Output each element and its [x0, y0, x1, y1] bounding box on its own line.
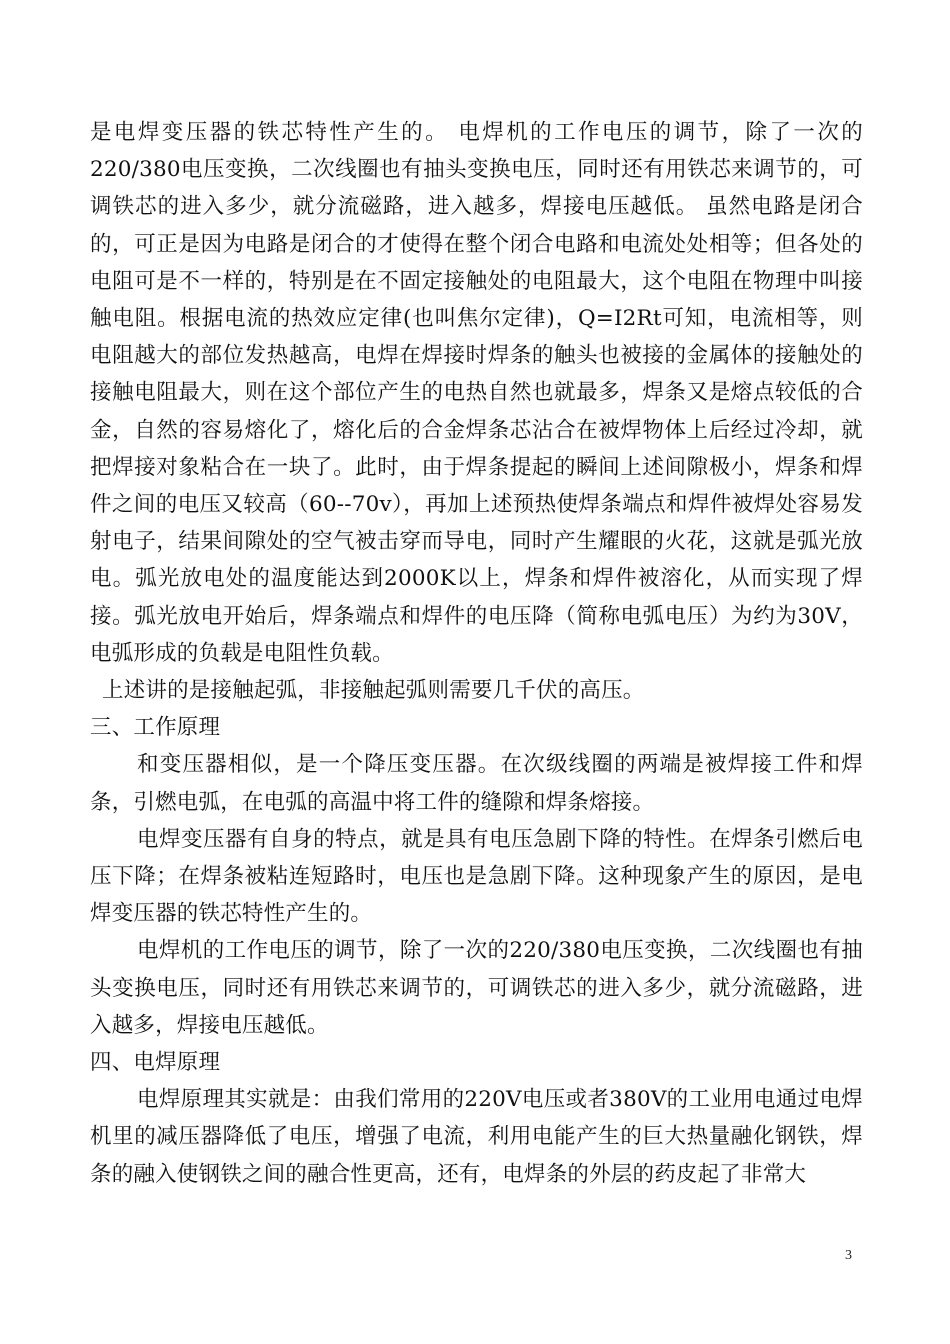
paragraph-voltage-adjustment: 电焊机的工作电压的调节，除了一次的220/380电压变换，二次线圈也有抽头变换电压，同时还有用铁芯来调节的，可调铁芯的进入多少，就分流磁路，进入越多，焊接电压越低。	[90, 938, 863, 1038]
paragraph-contact-arc: 上述讲的是接触起弧，非接触起弧则需要几千伏的高压。	[102, 678, 645, 704]
paragraph-welding-principle: 电焊原理其实就是：由我们常用的220V电压或者380V的工业用电通过电焊机里的减压器降低了电压，增强了电流，利用电能产生的巨大热量融化钢铁，焊条的融入使钢铁之间的融合性更高，还有，电焊条的外层的药皮起了非常大	[90, 1087, 863, 1187]
heading-welding-principle: 四、电焊原理	[90, 1050, 221, 1076]
heading-working-principle: 三、工作原理	[90, 715, 221, 741]
paragraph-voltage-drop: 电焊变压器有自身的特点，就是具有电压急剧下降的特性。在焊条引燃后电压下降；在焊条被粘连短路时，电压也是急剧下降。这种现象产生的原因，是电焊变压器的铁芯特性产生的。	[90, 826, 863, 927]
body-text	[90, 114, 863, 1193]
paragraph-arc-discharge: 是电焊变压器的铁芯特性产生的。 电焊机的工作电压的调节，除了一次的220/380电压变换，二次线圈也有抽头变换电压，同时还有用铁芯来调节的，可调铁芯的进入多少，就分流磁路，进入越多，焊接电压越低。 虽然电路是闭合的，可正是因为电路是闭合的才使得在整个闭合电路和电流处处相等；但各处的电阻可是不一样的，特别是在不固定接触处的电阻最大，这个电阻在物理中叫接触电阻。根据电流的热效应定律(也叫焦尔定律)，Q=I2Rt可知，电流相等，则电阻越大的部位发热越高，电焊在焊接时焊条的触头也被接的金属体的接触处的接触电阻最大，则在这个部位产生的电热自然也就最多，焊条又是熔点较低的合金，自然的容易熔化了，熔化后的合金焊条芯沾合在被焊物体上后经过冷却，就把焊接对象粘合在一块了。此时，由于焊条提起的瞬间上述间隙极小，焊条和焊件之间的电压又较高（60--70v），再加上述预热使焊条端点和焊件被焊处容易发射电子，结果间隙处的空气被击穿而导电，同时产生耀眼的火花，这就是弧光放电。弧光放电处的温度能达到2000K以上，焊条和焊件被溶化，从而实现了焊接。弧光放电开始后，焊条端点和焊件的电压降（简称电弧电压）为约为30V，电弧形成的负载是电阻性负载。	[90, 120, 863, 666]
page-number: 3	[845, 1248, 852, 1263]
paragraph-step-down-transformer: 和变压器相似，是一个降压变压器。在次级线圈的两端是被焊接工件和焊条，引燃电弧，在电弧的高温中将工件的缝隙和焊条熔接。	[90, 752, 863, 815]
